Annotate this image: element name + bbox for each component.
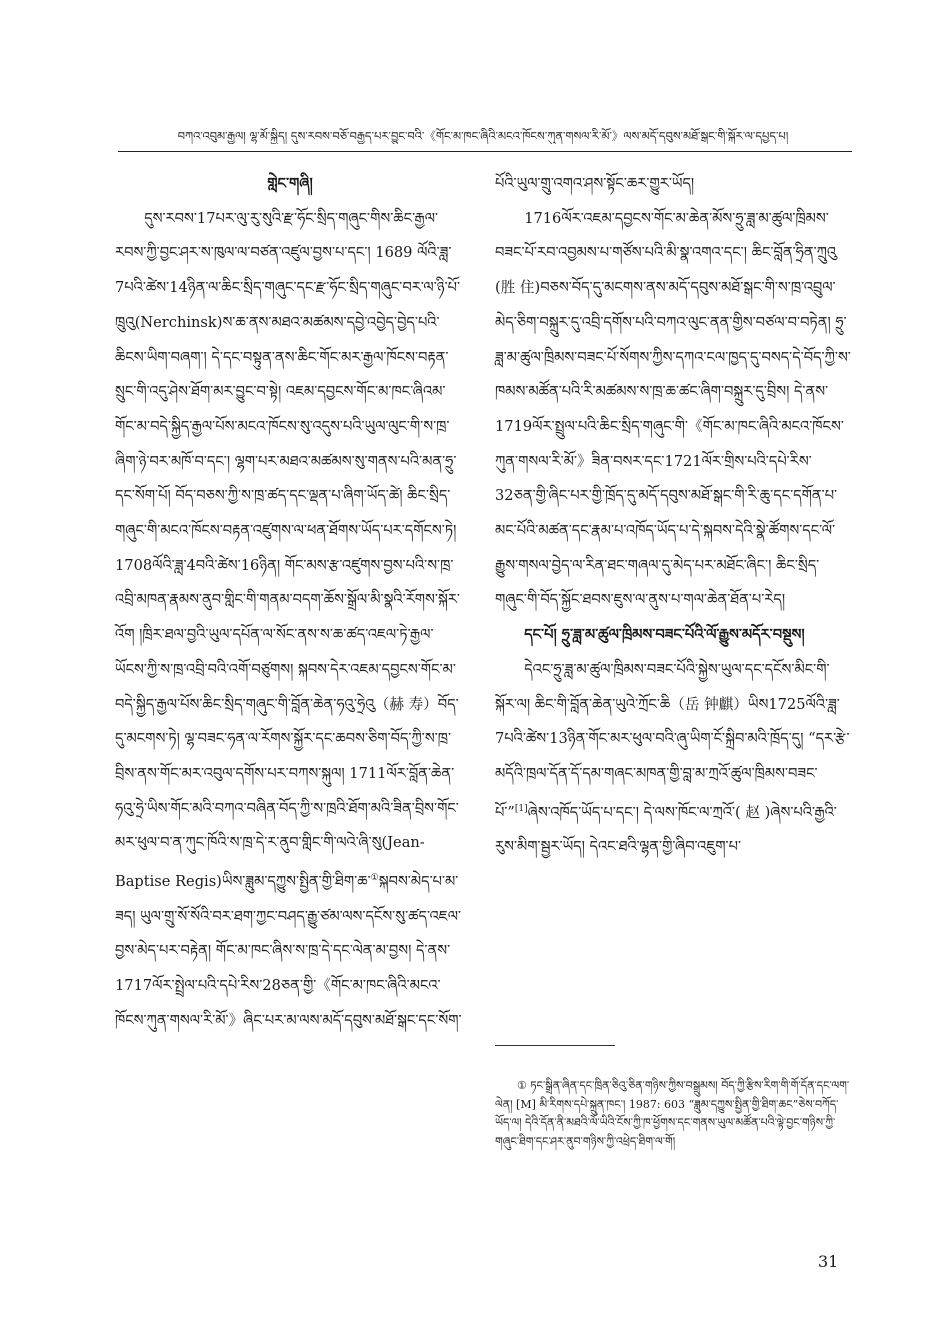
body-paragraph: 1716ལོར་འཇམ་དབྱངས་གོང་མ་ཆེན་མོས་ཧྲུ་ཟླ་མ་ཚུལ་ཁྲིམས་བཟང་པོ་རབ་འབྱམས་པ་གཙོས་པའི་མི་སྣ་འགའ་དང་། ཆིང་བློན་ཧྲིན་ཀྲུའུ (胜 住)བཅས་བོད་དུ་མངགས་ནས་མདོ་དབུས་མཐོ་སྒང་གི་ས་ཁྲ་འབྲུལ་མེད་ཅིག་བསྐྲུར་དུ་འབྲི་དགོས་པའི་བཀའ་ལུང་ནན་གྱིས་བཙལ་བ་བཏེན། ཧྲུ་ཟླ་མ་ཚུལ་ཁྲིམས་བཟང་པོ་སོགས་ཀྱིས་དཀའ་ངལ་ཁྱད་དུ་བསད་དེ་བོད་ཀྱི་ས་ཁམས་མཚོན་པའི་རི་མཚམས་ས་ཁྲ་ཆ་ཚང་ཞིག་བསྐྲུར་དུ་བྲིས། དེ་ནས་1719ལོར་སྤྲུལ་པའི་ཆིང་སྲིད་གཞུང་གི་《གོང་མ་ཁང་ཞིའི་མངའ་ཁོངས་ཀུན་གསལ་རི་མོ་》ཟིན་བསར་དང་1721ལོར་གྲིས་པའི་དཔེ་རིས་32ཅན་གྱི་ཞིང་པར་གྱི་ཁྲོད་དུ་མདོ་དབུས་མཐོ་སྒང་གི་རི་ཆུ་དང་དགོན་པ་མང་པོའི་མཚན་དང་རྣམ་པ་འཁོད་ཡོད་པ་དེ་སྐབས་དེའི་སྣེ་ཚོགས་དང་ལོ་རྒྱུས་གསལ་བྱེད་ལ་རིན་ཐང་གཞལ་དུ་མེད་པར་མཐོང་ཞིང་། ཆིང་སྲིད་གཞུང་གི་བོད་སྐྱོང་ཐབས་ཇུས་ལ་ནུས་པ་གལ་ཆེན་ཐོན་པ་རེད། — [495, 209, 851, 609]
header-divider — [118, 151, 852, 152]
footnote-marker: ① — [370, 873, 379, 884]
running-header: བཀའ་འབུམ་རྒྱལ། ལྷ་མོ་སྐྱིད། དུས་རབས་བཅོ་བརྒྱད་པར་བྱུང་བའི་《གོང་མ་ཁང་ཞིའི་མངའ་ཁོངས་ཀུན་གསལ་རི་མོ་》ལས་མདོ་དབུས་མཐོ་སྒང་གི་སྐོར་ལ་དཔྱད་པ། — [177, 129, 789, 143]
subheading: དང་པོ། ཧྲུ་ཟླ་མ་ཚུལ་ཁྲིམས་བཟང་པོའི་ལོ་རྒྱུས་མདོར་བསྡུས། — [524, 626, 805, 644]
right-column — [495, 167, 851, 865]
footnote-text: ཏང་སྒྲིན་ཞིན་དང་ཁྲིན་ཅིའུ་ཅིན་གཉིས་ཀྱིས་བསྒྲུམས། བོད་ཀྱི་རྩིས་རིག་གི་གོ་དོན་དང་ལག་ལེན། [M] མི་རིགས་དཔེ་སྐྲུན་ཁང་། 1987: 603 “ཟླུམ་དཀྱུས་སྤྱིན་གྱི་ཐིག་ཆང”ཅེས་བཀོད་ཡོད་ལ། དེའི་དོན་ནི་མཐའི་ལོ་ཡིའི་ངོས་ཀྱི་ཁ་ཕྱོགས་དང་གནས་ཡུལ་མཚོན་པའི་ལྟེ་བྱང་གཉིས་ཀྱི་གཞུང་ཐིག་དང་ཤར་ནུབ་གཉིས་ཀྱི་འཕྲེད་ཐིག་ལ་གོ། — [495, 1079, 850, 1148]
left-column — [115, 167, 465, 1038]
body-paragraph — [495, 653, 851, 865]
page-number: 31 — [818, 1252, 839, 1271]
paragraph-text: དེའང་ཧྲུ་ཟླ་མ་ཚུལ་ཁྲིམས་བཟང་པོའི་སྐྱེས་ཡུལ་དང་དངོས་མིང་གི་སྐོར་ལ། ཆིང་གི་བློན་ཆེན་ཡུའེ་ཀྲོང་ཆི（岳 钟麒）ཡིས1725ལོའི་ཟླ་7པའི་ཚེས་13ཉིན་གོང་མར་ཕུལ་བའི་ཞུ་ཡིག་ངོ་སྐྲིབ་མའི་ཁྲོད་དུ། “དར་རྩེ་མདོའི་ཁྲལ་དོན་དོ་དམ་གཞང་མཁན་གྱི་བླ་མ་ཀྲའོ་ཚུལ་ཁྲིམས་བཟང་པོ་” — [495, 660, 850, 821]
section-title: གླེང་གཞི། — [267, 175, 313, 192]
paragraph-text: ཞེས་འཁོད་ཡོད་པ་དང་། དེ་ལས་ཁོང་ལ་ཀྲའོ་( 赵 )ཞེས་པའི་རྒྱའི་རུས་མིག་སྦྱར་ཡོད། དེའང་ཐའི་ལྷན་གྱི་ཞིབ་འཇུག་པ་ — [495, 803, 837, 856]
footnote-number: ① — [517, 1079, 527, 1092]
paragraph-text: དུས་རབས་17པར་ལུ་རུ་སུའི་རྫ་ཧོང་སྲིད་གཞུང་གིས་ཆིང་རྒྱལ་རབས་ཀྱི་བྱང་ཤར་ས་ཁུལ་ལ་བཙན་འཛུལ་བྱས་པ་དང་། 1689 ལོའི་ཟླ་7པའི་ཚེས་14ཉིན་ལ་ཆིང་སྲིད་གཞུང་དང་རྫ་ཧོང་སྲིད་གཞུང་བར་ལ་ཉི་པོ་ཁྲུའུ(Nerchinsk)ས་ཆ་ནས་མཐའ་མཚམས་དབྱེ་འབྱེད་བྱེད་པའི་ཆིངས་ཡིག་བཞག་། དེ་དང་བསྟུན་ནས་ཆིང་གོང་མར་རྒྱལ་ཁོངས་བརྟན་སྲུང་གི་འདུ་ཤེས་ཐོག་མར་བྱུང་བ་སྟེ། འཇམ་དབྱངས་གོང་མ་ཁང་ཞིའམ་གོང་མ་བདེ་སྐྱིད་རྒྱལ་པོས་མངའ་ཁོངས་སུ་འདུས་པའི་ཡུལ་ལུང་གི་ས་ཁྲ་ཞིག་ཉེ་བར་མཁོ་བ་དང་། ལྷག་པར་མཐའ་མཚམས་སུ་གནས་པའི་མན་ཧྲུ་དང་སོག་པོ། བོད་བཅས་ཀྱི་ས་ཁྲ་ཚད་དང་ལྡན་པ་ཞིག་ཡོད་ཚེ། ཆིང་སྲིད་གཞུང་གི་མངའ་ཁོངས་བརྟན་འཛུགས་ལ་ཕན་ཐོགས་ཡོད་པར་དགོངས་ཏེ། 1708ལོའི་ཟླ་4བའི་ཚེས་16ཉིན། གོང་མས་རྩ་འཛུགས་བྱས་པའི་ས་ཁྲ་འབྲི་མཁན་རྣམས་ནུབ་གླིང་གི་གནམ་བདག་ཆོས་སྒྲོལ་མི་སྣའི་རོགས་སྐོར་འོག །ཁྲིར་ཐལ་བྱའི་ཡུལ་དཔོན་ལ་སོང་ནས་ས་ཆ་ཚད་འཇལ་ཏེ་རྒྱལ་ཡོངས་ཀྱི་ས་ཁྲ་འབྲི་བའི་འགོ་བཙུགས། སྐབས་དེར་འཇམ་དབྱངས་གོང་མ་བདེ་སྐྱིད་རྒྱལ་པོས་ཆིང་སྲིད་གཞུང་གི་བློན་ཆེན་ཧའུ་ཧྲེའུ（赫 寿）བོད་དུ་མངགས་ཏེ། ལྷ་བཟང་ཧན་ལ་རོགས་སྐྱོར་དང་ཆབས་ཅིག་བོད་ཀྱི་ས་ཁྲ་བྲིས་ནས་གོང་མར་འབུལ་དགོས་པར་བཀས་སྐུལ། 1711ལོར་བློན་ཆེན་ཧའུ་ཧྲེ་ཡིས་གོང་མའི་བཀའ་བཞིན་བོད་ཀྱི་ས་ཁྲའི་ཐོག་མའི་ཟིན་བྲིས་གོང་མར་ཕུལ་བ་ན་ཀུང་ཁོའི་ས་ཁྲ་དེ་ར་ནུབ་གླིང་གི་ལའེ་ཞི་སུ(Jean-Baptise Regis)ཡིས་ཟླུམ་དཀྱུས་སྤྱིན་གྱི་ཐིག་ཆ་ — [115, 209, 461, 890]
paragraph-text: སྐབས་མེད་པ་མ་ཟད། ཡུལ་གྲུ་སོ་སོའི་བར་ཐག་ཀྱང་བཤད་རྒྱུ་ཙམ་ལས་དངོས་སུ་ཚད་འཇལ་བྱས་མེད་པར་བརྟེན། གོང་མ་ཁང་ཞིས་ས་ཁྲ་དེ་དང་ལེན་མ་བྱས། དེ་ནས་1717ལོར་སྤྲེལ་པའི་དཔེ་རིས་28ཅན་གྱི་《གོང་མ་ཁང་ཞིའི་མངའ་ཁོངས་ཀུན་གསལ་རི་མོ་》ཞིང་པར་མ་ལས་མདོ་དབུས་མཐོ་སྒང་དང་སོག་ — [115, 872, 462, 1029]
body-paragraph: པོའི་ཡུལ་གྲུ་འགའ་ཤས་སྟོང་ཆར་གྱུར་ཡོད། — [495, 175, 695, 192]
body-paragraph — [115, 202, 465, 1039]
footnote-divider — [495, 1045, 615, 1046]
citation-marker: [1] — [514, 803, 528, 814]
footnote — [495, 1077, 851, 1151]
